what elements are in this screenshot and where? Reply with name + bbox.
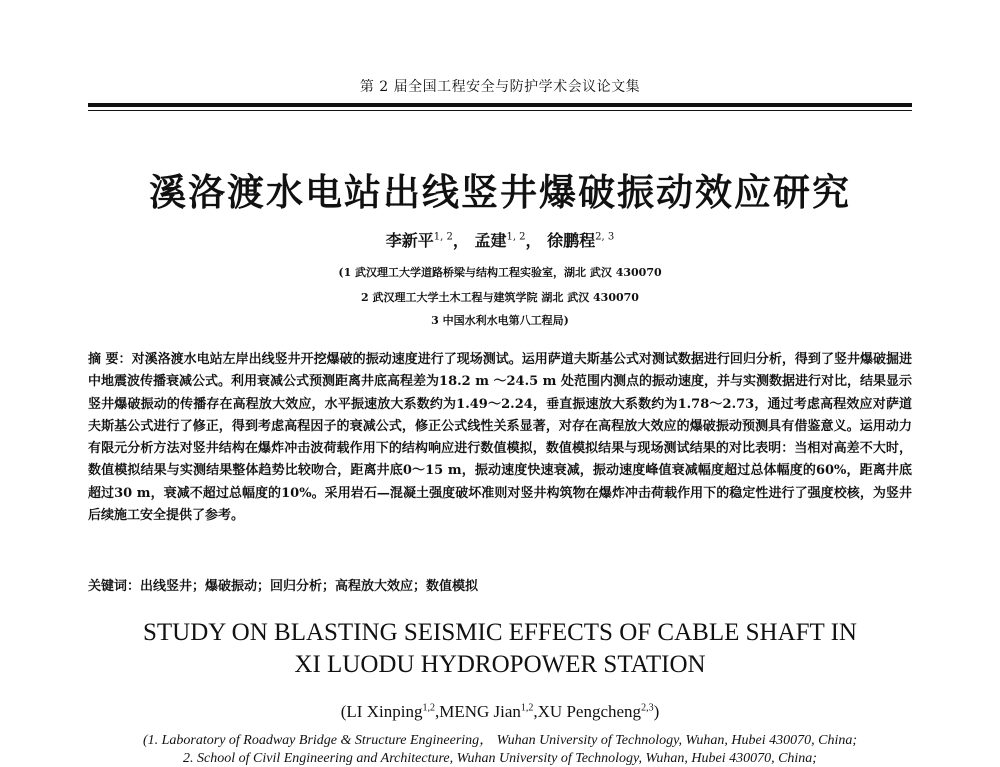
keywords-text: 出线竖井；爆破振动；回归分析；高程放大效应；数值模拟 <box>140 579 479 594</box>
paper-title-en-line: STUDY ON BLASTING SEISMIC EFFECTS OF CABLE SHAFT IN <box>143 619 857 646</box>
keywords-label: 关键词： <box>88 579 141 594</box>
author-en-name: MENG Jian <box>439 702 521 721</box>
author-en-affil-mark: 1,2 <box>520 702 534 714</box>
paper-title-en <box>0 617 1000 681</box>
paper-title-cn: 溪洛渡水电站出线竖井爆破振动效应研究 <box>149 170 851 214</box>
author-cn-separator: ， <box>452 231 469 250</box>
authors-en-close: ) <box>653 702 660 721</box>
running-head: 第 2 届全国工程安全与防护学术会议论文集 <box>359 79 641 95</box>
author-en-affil-mark: 1,2 <box>422 702 435 714</box>
authors-en-open: ( <box>340 702 347 721</box>
abstract-text: 对溪洛渡水电站左岸出线竖井开挖爆破的振动速度进行了现场测试。运用萨道夫斯基公式对测试数据进行回归分析，得到了竖井爆破掘进中地震波传播衰减公式。利用衰减公式预测距离井底高程差为18.2 m ～24.5 m 处范围内测点的振动速度，并与实测数据进行对比，结果显示竖井爆破振动的传播存在高程放大效应，水平振速放大系数约为1.49～2.24，垂直振速放大系数约为1.78～2.73，通过考虑高程效应对萨道夫斯基公式进行了修正，得到考虑高程因子的衰减公式，修正公式线性关系显著，对存在高程放大效应的爆破振动预测具有借鉴意义。运用动力有限元分析方法对竖井结构在爆炸冲击波荷载作用下的结构响应进行数值模拟，数值模拟结果与现场测试结果的对比表明：当相对高差不大时，数值模拟结果与实测结果整体趋势比较吻合，距离井底0～15 m，振动速度快速衰减，振动速度峰值衰减幅度超过总体幅度的60%，距离井底超过30 m，衰减不超过总幅度的10%。采用岩石—混凝土强度破坏准则对竖井构筑物在爆炸冲击荷载作用下的稳定性进行了强度校核，为竖井后续施工安全提供了参考。 <box>88 352 912 524</box>
author-en-separator: , <box>434 702 440 721</box>
affiliation-en: 2. School of Civil Engineering and Architecture, Wuhan University of Technology, Wuhan, Hubei 430070, China; <box>183 751 817 766</box>
author-cn-separator: ， <box>525 231 542 250</box>
author-en-name: XU Pengcheng <box>537 702 642 721</box>
authors-cn <box>0 228 1000 251</box>
affiliation-cn: 3 中国水利水电第八工程局) <box>431 314 569 327</box>
author-cn-name: 孟建 <box>474 231 507 250</box>
author-cn-affil-mark: 1, 2 <box>506 231 526 243</box>
author-en-separator: , <box>533 702 538 721</box>
keywords-cn <box>88 575 912 594</box>
abstract-cn <box>88 349 912 527</box>
author-cn-affil-mark: 2, 3 <box>595 231 615 243</box>
header-rule-thick <box>88 103 912 107</box>
authors-en <box>0 702 1000 722</box>
affiliation-en: (1. Laboratory of Roadway Bridge & Structure Engineering， Wuhan University of Technology, Wuhan, Hubei 430070, China; <box>142 733 858 748</box>
author-cn-name: 徐鹏程 <box>547 231 596 250</box>
affiliation-cn: (1 武汉理工大学道路桥梁与结构工程实验室，湖北 武汉 430070 <box>338 266 662 279</box>
header-rule-thin <box>88 110 912 111</box>
abstract-label: 摘 要： <box>88 352 132 367</box>
author-en-affil-mark: 2,3 <box>641 702 654 714</box>
author-en-name: LI Xinping <box>346 702 423 721</box>
paper-title-en-line: XI LUODU HYDROPOWER STATION <box>294 651 706 678</box>
affiliation-cn: 2 武汉理工大学土木工程与建筑学院 湖北 武汉 430070 <box>361 291 639 304</box>
author-cn-name: 李新平 <box>385 231 434 250</box>
author-cn-affil-mark: 1, 2 <box>433 231 453 243</box>
